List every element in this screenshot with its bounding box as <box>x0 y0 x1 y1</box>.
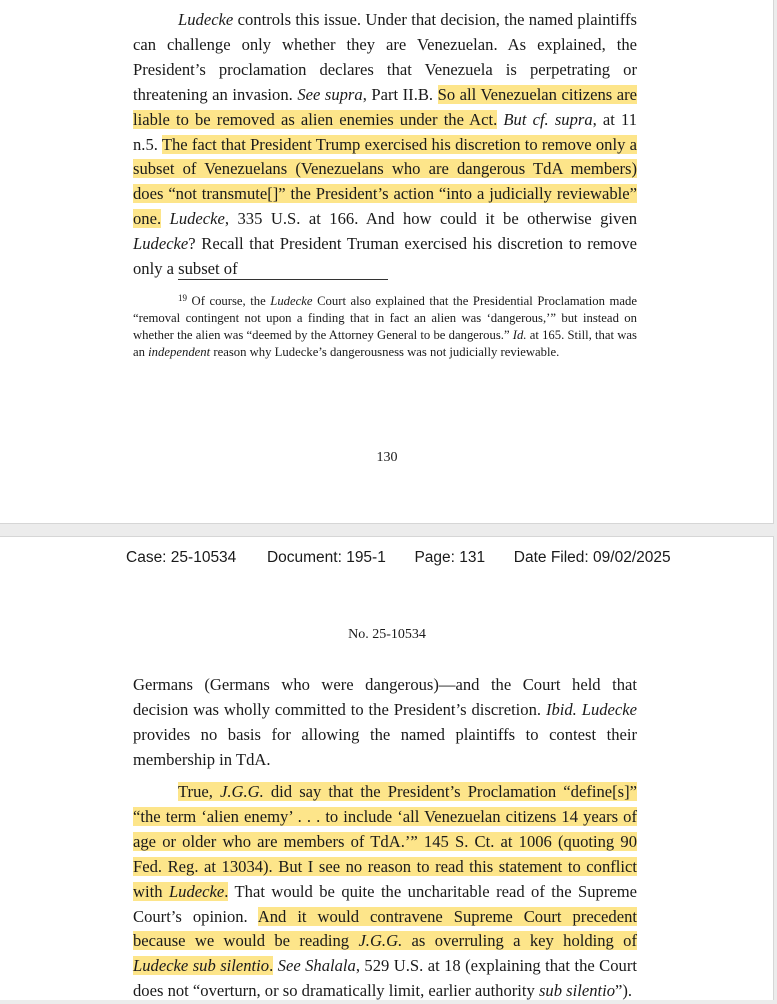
footnote-marker: 19 <box>178 293 187 303</box>
text-run: ? Recall that President Truman exercised his discretion to remove only a subset of <box>133 234 637 279</box>
italic-text: sub silentio <box>538 981 616 1001</box>
italic-text: Ludecke <box>169 209 225 229</box>
italic-text: Ludecke <box>270 294 313 308</box>
text-run: That would be quite the uncharitable read of the Supreme Court’s opinion. <box>133 881 637 926</box>
footnote-text <box>133 294 637 359</box>
highlighted-text: Ludecke sub silentio <box>133 956 270 976</box>
italic-text: But cf. supra <box>503 109 593 129</box>
highlighted-text: as overruling a key holding of <box>402 931 638 951</box>
page-label: Page: 131 <box>414 549 486 566</box>
text-run: , 335 U.S. at 166. And how could it be otherwise given <box>224 209 638 229</box>
text-run: at 165. Still, that was an <box>133 328 637 359</box>
highlighted-text: The fact that President Trump exercised his discretion to remove only a subset of Venezuelans (Venezuelans who are dangerous TdA members) does “not transmute[]” the President’s action “into a judicially reviewable” one. <box>133 134 637 229</box>
text-run: Germans (Germans who were dangerous)—and the Court held that decision was wholly committed to the President’s discretion. <box>133 675 637 719</box>
highlighted-text: And it would contravene Supreme Court precedent because we would be reading <box>133 906 637 951</box>
docket-number: No. 25-10534 <box>348 627 426 642</box>
highlighted-text: True, <box>178 782 220 801</box>
document-number: Document: 195-1 <box>266 549 386 566</box>
text-run: Of course, the <box>187 294 271 308</box>
text-run: Court also explained that the Presidential Proclamation made “removal contingent not upon a finding that in fact an alien was ‘dangerous,’” but instead on whether the alien was “deemed by the Attorney General to be dangerous.” <box>133 294 637 342</box>
highlighted-text: did say that the President’s Proclamation “define[s]” “the term ‘alien enemy’ . . . to include ‘all Venezuelan citizens 14 years of age or older who are members of TdA.’” 145 S. Ct. at 1006 (quoting 90 Fed. Reg. at 13034). But I see no reason to read this statement to conflict with <box>133 782 637 901</box>
highlighted-text: . <box>224 881 229 901</box>
text-run: reason why Ludecke’s dangerousness was not judicially reviewable. <box>210 345 560 359</box>
text-run: , at 11 n.5. <box>133 109 637 154</box>
italic-text: independent <box>148 345 211 359</box>
page-number: 130 <box>376 450 398 465</box>
highlighted-text: So all Venezuelan citizens are liable to be removed as alien enemies under the Act. <box>133 84 637 129</box>
case-number: Case: 25-10534 <box>126 549 237 566</box>
text-run: controls this issue. Under that decision, the named plaintiffs can challenge only whether they are Venezuelan. As explained, the President’s proclamation declares that Venezuela is perpetrating or threatening an invasion. <box>133 10 637 104</box>
body-paragraph <box>133 8 637 282</box>
date-filed: Date Filed: 09/02/2025 <box>513 549 671 566</box>
body-paragraph <box>133 780 637 1004</box>
text-run <box>161 209 169 228</box>
text-run: , Part II.B. <box>362 84 438 104</box>
italic-text: Ludecke <box>133 234 189 254</box>
body-paragraph-continued <box>133 673 637 773</box>
highlighted-text: . <box>269 956 274 976</box>
court-filing-header <box>126 549 671 567</box>
footnote-19 <box>133 293 637 361</box>
highlighted-text: J.G.G. <box>358 931 403 951</box>
highlighted-text: Ludecke <box>168 881 225 901</box>
italic-text: Id. <box>512 328 527 342</box>
italic-text: See supra <box>297 84 363 104</box>
text-run: , 529 U.S. at 18 (explaining that the Court does not “overturn, or so dramatically limit, earlier authority <box>133 956 637 1001</box>
highlighted-text: J.G.G. <box>220 782 264 801</box>
italic-text: Ibid. Ludecke <box>545 699 637 719</box>
pdf-page-131 <box>0 536 774 1000</box>
footnote-divider <box>178 279 388 280</box>
text-run: ”). <box>615 981 633 1001</box>
italic-text: Ludecke <box>178 10 234 29</box>
italic-text: See Shalala <box>277 956 356 976</box>
text-run: provides no basis for allowing the named plaintiffs to contest their membership in TdA. <box>133 724 637 769</box>
